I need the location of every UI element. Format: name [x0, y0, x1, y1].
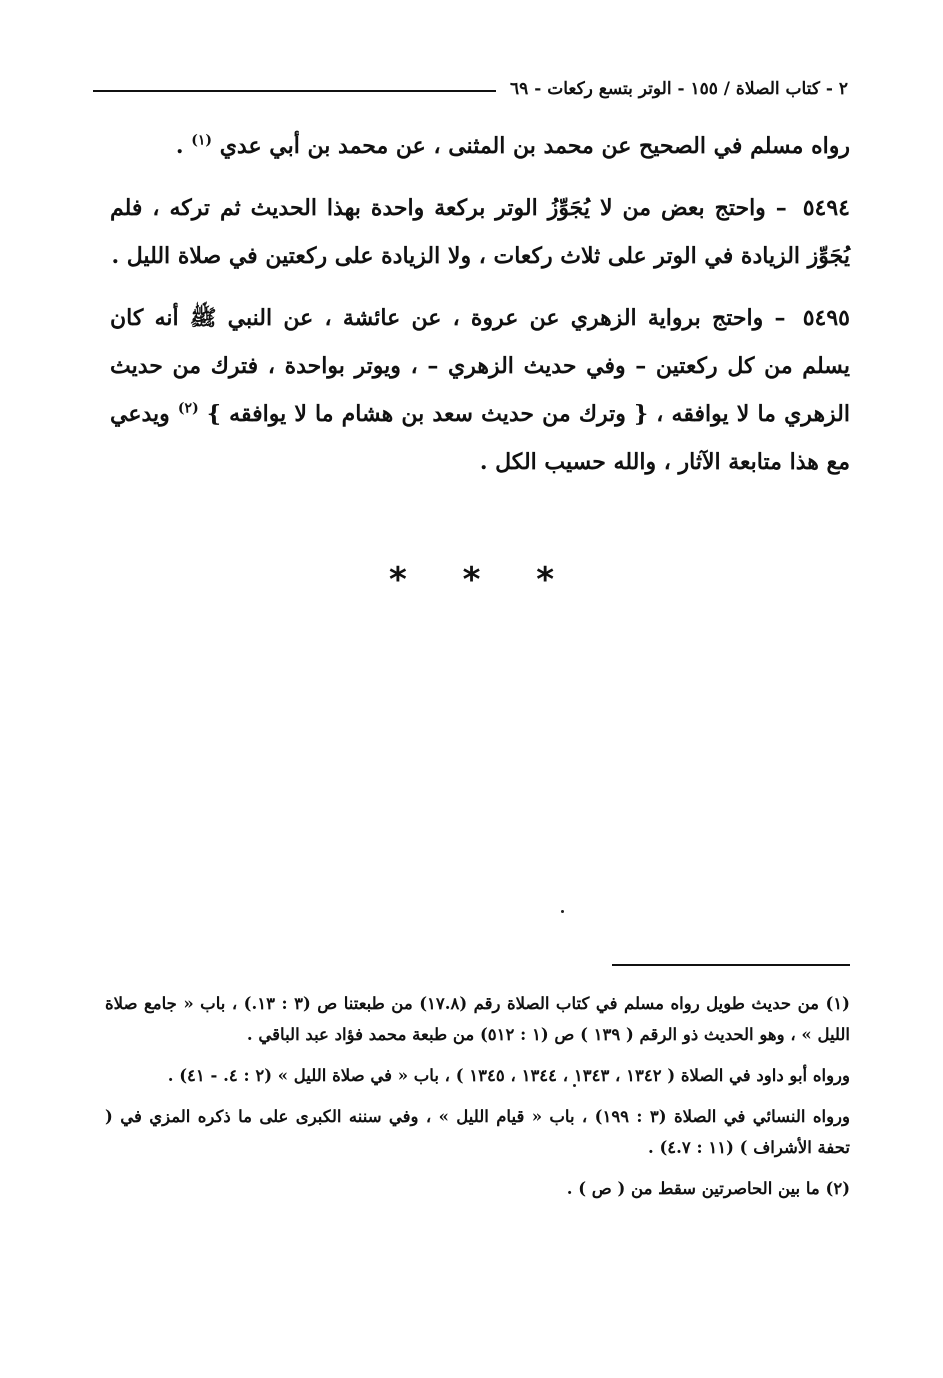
- paragraph-1: [110, 122, 850, 170]
- paragraph-1-end: .: [175, 133, 192, 159]
- footnote-1-abu-dawud: ورواه أبو داود في الصلاة ( ١٣٤٢ ، ١٣٤٣ ، ١٣٤٤ ، ١٣٤٥ ) ، باب « في صلاة الليل » (٢ : ٤. - ٤١) .: [167, 1066, 850, 1085]
- main-text: [110, 122, 850, 500]
- paragraph-5494: [110, 184, 850, 280]
- paragraph-1-text: رواه مسلم في الصحيح عن محمد بن المثنى ، عن محمد بن أبي عدي: [219, 133, 850, 159]
- asterisk: *: [536, 560, 555, 600]
- asterisk: *: [388, 560, 407, 600]
- footnote-2: (٢) ما بين الحاصرتين سقط من ( ص ) .: [566, 1179, 850, 1198]
- running-head-rule: [93, 90, 496, 92]
- paragraph-5495: [110, 294, 850, 486]
- running-head: [93, 72, 848, 106]
- paragraph-5495-text-b: ويدعي مع هذا متابعة الآثار ، والله حسيب الكل .: [110, 401, 850, 475]
- footnotes: [105, 988, 850, 1214]
- asterisk: *: [462, 560, 481, 600]
- scan-speck: [561, 910, 564, 913]
- running-head-text: ٢ - كتاب الصلاة / ١٥٥ - الوتر بتسع ركعات - ٦٩: [510, 79, 848, 99]
- footnote-rule: [612, 964, 850, 966]
- paragraph-5494-text: – واحتج بعض من لا يُجَوِّزُ الوتر بركعة واحدة بهذا الحديث ثم تركه ، فلم يُجَوِّز الزيادة في الوتر على ثلاث ركعات ، ولا الزيادة على ركعتين في صلاة الليل .: [110, 195, 850, 269]
- footnote-1: (١) من حديث طويل رواه مسلم في كتاب الصلاة رقم (١٧.٨) من طبعتنا ص (٣ : ١٣.) ، باب « جامع صلاة الليل » ، وهو الحديث ذو الرقم ( ١٣٩ ) ص (١ : ٥١٢) من طبعة محمد فؤاد عبد الباقي .: [105, 994, 850, 1044]
- footnote-1-nasai: ورواه النسائي في الصلاة (٣ : ١٩٩) ، باب « قيام الليل » ، وفي سننه الكبرى على ما ذكره المزي في ( تحفة الأشراف ) (١١ : ٤.٧) .: [105, 1107, 850, 1157]
- paragraph-number: ٥٤٩٤: [802, 195, 850, 221]
- section-separator: [0, 560, 943, 600]
- footnote-ref-1[interactable]: (١): [191, 132, 213, 149]
- paragraph-5495-text-a: – واحتج برواية الزهري عن عروة ، عن عائشة ، عن النبي ﷺ أنه كان يسلم من كل ركعتين – وفي حديث الزهري – ، ويوتر بواحدة ، فترك من حديث الزهري ما لا يوافقه ، { وترك من حديث سعد بن هشام ما لا يوافقه }: [110, 305, 850, 427]
- footnote-ref-2[interactable]: (٢): [177, 400, 199, 417]
- paragraph-number: ٥٤٩٥: [802, 305, 850, 331]
